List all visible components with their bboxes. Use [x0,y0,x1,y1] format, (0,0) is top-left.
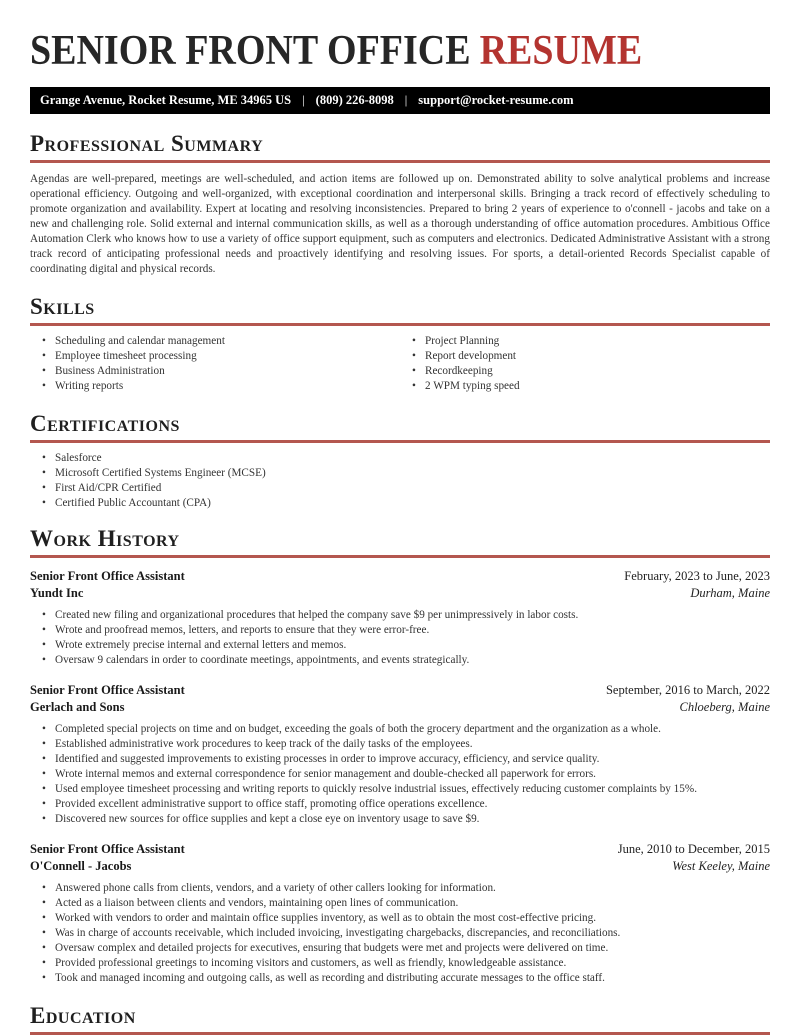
job-dates: June, 2010 to December, 2015 [617,842,770,856]
job-bullet-list [30,881,770,986]
job-header-row [30,568,770,585]
job-bullet: • Used employee timesheet processing and writing reports to quickly resolve industrial issues, effectively reducing customer complaints by 15%. [30,782,770,797]
contact-separator: | [404,93,408,107]
education-heading: Education [30,1003,136,1028]
section-rule [30,555,770,558]
skill-item: • Scheduling and calendar management [30,334,400,349]
section-education [30,1002,770,1035]
certifications-list [30,451,770,511]
job-bullet: • Established administrative work procedures to keep track of the daily tasks of the employees. [30,737,770,752]
job-dates: September, 2016 to March, 2022 [605,683,770,697]
section-rule [30,160,770,163]
job-bullet: • Provided excellent administrative support to office staff, promoting office operations excellence. [30,797,770,812]
job-bullet: • Answered phone calls from clients, vendors, and a variety of other callers looking for information. [30,881,770,896]
job-bullet: • Oversaw 9 calendars in order to coordinate meetings, appointments, and events strategically. [30,653,770,668]
skill-item: • Project Planning [400,334,770,349]
job-entry [30,682,770,827]
certification-item: • Microsoft Certified Systems Engineer (MCSE) [30,466,770,481]
job-title: Senior Front Office Assistant [30,569,185,583]
job-entry [30,568,770,668]
job-title: Senior Front Office Assistant [30,683,185,697]
job-bullet: • Wrote and proofread memos, letters, and reports to ensure that they were error-free. [30,623,770,638]
job-bullet: • Provided professional greetings to incoming visitors and customers, as well as friendly, knowledgeable assistance. [30,956,770,971]
job-bullet: • Wrote internal memos and external correspondence for senior management and double-checked all paperwork for errors. [30,767,770,782]
job-header-row [30,682,770,699]
job-bullet: • Created new filing and organizational procedures that helped the company save $9 per unimpressively in labor costs. [30,608,770,623]
job-subheader-row [30,858,770,875]
professional-summary-heading: Professional Summary [30,131,264,156]
job-location: West Keeley, Maine [672,859,770,873]
certifications-heading: Certifications [30,411,180,436]
certification-item: • Salesforce [30,451,770,466]
contact-phone: (809) 226-8098 [315,93,394,107]
job-company: O'Connell - Jacobs [30,859,132,873]
job-bullet: • Worked with vendors to order and maintain office supplies inventory, as well as to obtain the most cost-effective pricing. [30,911,770,926]
job-subheader-row [30,585,770,602]
job-dates: February, 2023 to June, 2023 [624,569,770,583]
job-title: Senior Front Office Assistant [30,842,185,856]
job-company: Yundt Inc [30,586,84,600]
certification-item: • Certified Public Accountant (CPA) [30,496,770,511]
skill-item: • Business Administration [30,364,400,379]
job-header-row [30,841,770,858]
job-location: Chloeberg, Maine [679,700,770,714]
section-rule [30,440,770,443]
job-bullet: • Wrote extremely precise internal and external letters and memos. [30,638,770,653]
job-entry [30,841,770,986]
page-title [30,26,770,75]
professional-summary-text: Agendas are well-prepared, meetings are well-scheduled, and action items are followed up on. Demonstrated ability to solve analytical problems and increase operational efficiency. Outgoing and well-organized, with exceptional coordination and interpersonal skills. Bringing a track record of effectively scheduling to promote organization and availability. Expert at locating and resolving inconsistencies. Prepared to bring 2 years of experience to o'connell - jacobs and take on a new and challenging role. Solid external and internal communication skills, as well as a thorough understanding of office automation procedures. Ambitious Office Automation Clerk who knows how to use a variety of office support equipment, such as computers and electronics. Dedicated Administrative Assistant with a strong track record of anticipating professional needs and proactively identifying and resolving issues. For sports, a detail-oriented Records Specialist capable of coordinating digital and physical records. [30,173,770,275]
skills-heading: Skills [30,294,95,319]
job-location: Durham, Maine [690,586,770,600]
job-bullet: • Was in charge of accounts receivable, which included invoicing, investigating chargebacks, discrepancies, and reconciliations. [30,926,770,941]
skill-item: • Recordkeeping [400,364,770,379]
page-title-main: SENIOR FRONT OFFICE [30,27,471,75]
job-bullet: • Identified and suggested improvements to existing processes in order to improve accuracy, efficiency, and service quality. [30,752,770,767]
certification-item: • First Aid/CPR Certified [30,481,770,496]
contact-separator: | [302,93,305,107]
job-bullet: • Discovered new sources for office supplies and kept a close eye on inventory usage to save $9. [30,812,770,827]
contact-bar [30,87,770,114]
skills-list-right [400,334,770,394]
job-bullet: • Oversaw complex and detailed projects for executives, ensuring that budgets were met and projects were delivered on time. [30,941,770,956]
section-skills [30,293,770,394]
contact-address: Grange Avenue, Rocket Resume, ME 34965 US [40,93,292,107]
job-bullet-list [30,608,770,668]
section-certifications [30,410,770,511]
skill-item: • 2 WPM typing speed [400,379,770,394]
job-subheader-row [30,699,770,716]
job-bullet-list [30,722,770,827]
skill-item: • Writing reports [30,379,400,394]
contact-email: support@rocket-resume.com [418,93,574,107]
section-professional-summary [30,130,770,277]
job-bullet: • Acted as a liaison between clients and vendors, maintaining open lines of communication. [30,896,770,911]
page-title-accent: RESUME [479,27,643,75]
work-history-heading: Work History [30,526,180,551]
skill-item: • Report development [400,349,770,364]
job-bullet: • Took and managed incoming and outgoing calls, as well as recording and distributing accurate messages to the office staff. [30,971,770,986]
skill-item: • Employee timesheet processing [30,349,400,364]
job-bullet: • Completed special projects on time and on budget, exceeding the goals of both the grocery department and the organization as a whole. [30,722,770,737]
skills-columns [30,326,770,394]
section-work-history [30,525,770,986]
skills-list-left [30,334,400,394]
job-company: Gerlach and Sons [30,700,125,714]
